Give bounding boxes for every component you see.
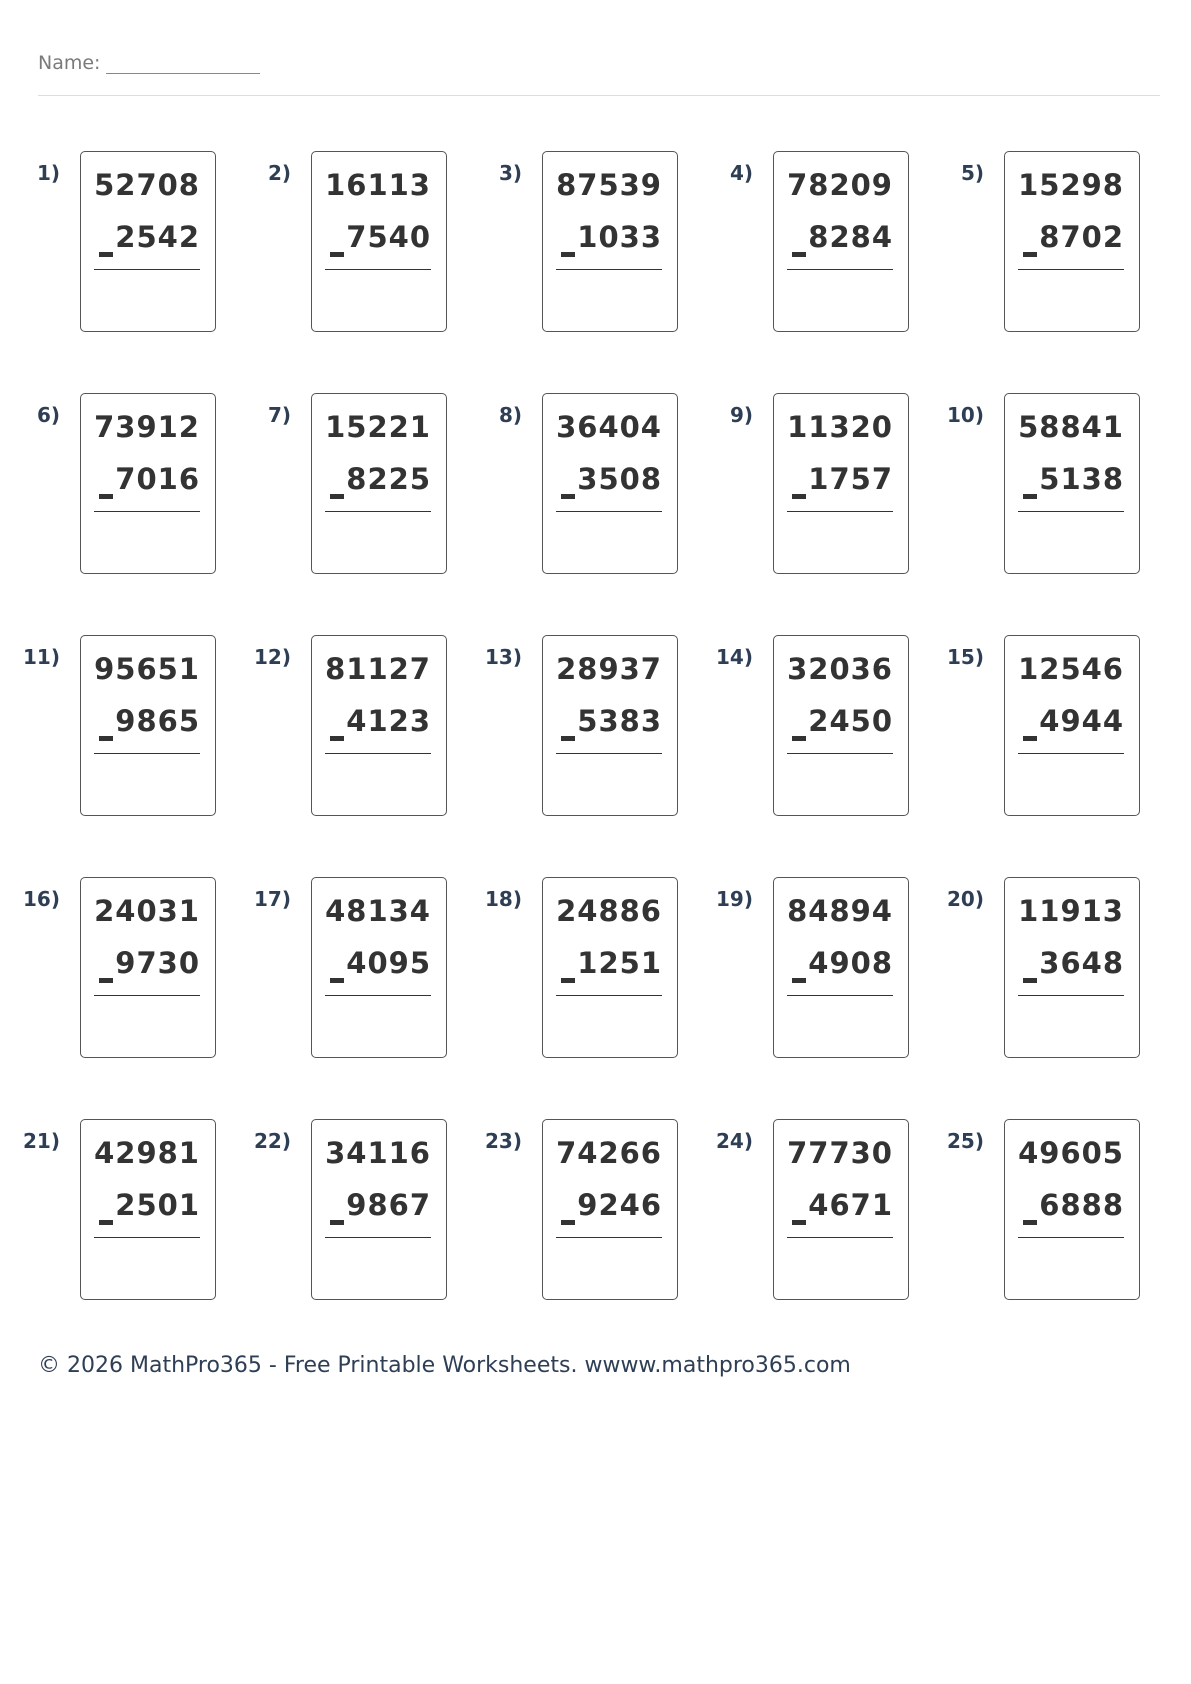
problem-box: [311, 151, 447, 332]
problem-card: [462, 869, 662, 1051]
minus-sign-icon: [99, 1220, 113, 1225]
subtrahend: 4123: [346, 704, 431, 738]
problem-box: [311, 635, 447, 816]
problem-number: 17): [254, 887, 291, 911]
minuend: 74266: [556, 1136, 662, 1170]
answer-line: [94, 511, 200, 512]
answer-line: [94, 995, 200, 996]
subtrahend: 4944: [1039, 704, 1124, 738]
answer-line: [325, 511, 431, 512]
problem-card: [924, 627, 1124, 809]
subtrahend: 4095: [346, 946, 431, 980]
subtrahend: 2542: [115, 220, 200, 254]
minuend: 16113: [325, 168, 431, 202]
subtrahend: 9865: [115, 704, 200, 738]
subtrahend: 4908: [808, 946, 893, 980]
minus-sign-icon: [1023, 978, 1037, 983]
problem-card: [693, 385, 893, 567]
minus-sign-icon: [561, 1220, 575, 1225]
problem-card: [462, 1111, 662, 1293]
problem-card: [693, 143, 893, 325]
answer-line: [1018, 753, 1124, 754]
problem-box: [1004, 151, 1140, 332]
name-label: Name:: [38, 52, 101, 74]
minuend: 58841: [1018, 410, 1124, 444]
problem-number: 13): [485, 645, 522, 669]
minuend: 48134: [325, 894, 431, 928]
minus-sign-icon: [792, 978, 806, 983]
problem-number: 19): [716, 887, 753, 911]
problem-card: [462, 627, 662, 809]
minuend: 78209: [787, 168, 893, 202]
problem-box: [773, 393, 909, 574]
minuend: 52708: [94, 168, 200, 202]
footer-copyright: © 2026 MathPro365 - Free Printable Worksheets. wwww.mathpro365.com: [38, 1353, 851, 1378]
minuend: 73912: [94, 410, 200, 444]
problem-box: [80, 635, 216, 816]
problem-number: 9): [729, 403, 753, 427]
minus-sign-icon: [99, 494, 113, 499]
problem-box: [773, 635, 909, 816]
answer-line: [556, 995, 662, 996]
problem-card: [462, 385, 662, 567]
problem-card: [231, 143, 431, 325]
problem-number: 4): [729, 161, 753, 185]
answer-line: [1018, 269, 1124, 270]
problem-number: 5): [960, 161, 984, 185]
subtrahend: 9730: [115, 946, 200, 980]
problem-box: [1004, 1119, 1140, 1300]
subtrahend: 8225: [346, 462, 431, 496]
subtrahend: 2450: [808, 704, 893, 738]
minuend: 24886: [556, 894, 662, 928]
minuend: 81127: [325, 652, 431, 686]
minus-sign-icon: [792, 494, 806, 499]
minus-sign-icon: [561, 252, 575, 257]
problem-card: [231, 385, 431, 567]
problem-card: [924, 869, 1124, 1051]
problem-number: 3): [498, 161, 522, 185]
minuend: 36404: [556, 410, 662, 444]
subtrahend: 8702: [1039, 220, 1124, 254]
problem-box: [542, 877, 678, 1058]
subtrahend: 5383: [577, 704, 662, 738]
problem-number: 14): [716, 645, 753, 669]
minus-sign-icon: [99, 736, 113, 741]
problem-box: [1004, 393, 1140, 574]
problem-box: [773, 151, 909, 332]
problem-number: 1): [36, 161, 60, 185]
answer-line: [325, 269, 431, 270]
answer-line: [556, 269, 662, 270]
problem-card: [924, 143, 1124, 325]
subtrahend: 9867: [346, 1188, 431, 1222]
minuend: 34116: [325, 1136, 431, 1170]
problem-number: 11): [23, 645, 60, 669]
answer-line: [1018, 1237, 1124, 1238]
minuend: 84894: [787, 894, 893, 928]
problem-card: [0, 143, 200, 325]
problem-card: [0, 1111, 200, 1293]
problem-number: 7): [267, 403, 291, 427]
answer-line: [556, 1237, 662, 1238]
subtrahend: 9246: [577, 1188, 662, 1222]
problem-number: 18): [485, 887, 522, 911]
minuend: 12546: [1018, 652, 1124, 686]
minus-sign-icon: [330, 1220, 344, 1225]
minus-sign-icon: [99, 252, 113, 257]
minuend: 15298: [1018, 168, 1124, 202]
problem-card: [693, 1111, 893, 1293]
problem-box: [542, 635, 678, 816]
subtrahend: 7540: [346, 220, 431, 254]
problem-box: [80, 393, 216, 574]
answer-line: [1018, 511, 1124, 512]
problem-number: 10): [947, 403, 984, 427]
subtrahend: 2501: [115, 1188, 200, 1222]
problem-card: [231, 627, 431, 809]
answer-line: [325, 753, 431, 754]
problem-box: [1004, 635, 1140, 816]
problem-card: [0, 627, 200, 809]
minuend: 87539: [556, 168, 662, 202]
problem-card: [462, 143, 662, 325]
minuend: 49605: [1018, 1136, 1124, 1170]
minuend: 77730: [787, 1136, 893, 1170]
problem-box: [542, 1119, 678, 1300]
problem-card: [924, 385, 1124, 567]
problem-number: 24): [716, 1129, 753, 1153]
subtrahend: 4671: [808, 1188, 893, 1222]
answer-line: [325, 1237, 431, 1238]
subtrahend: 3508: [577, 462, 662, 496]
minuend: 95651: [94, 652, 200, 686]
answer-line: [556, 753, 662, 754]
problem-box: [773, 877, 909, 1058]
problem-box: [80, 1119, 216, 1300]
problem-card: [0, 869, 200, 1051]
problem-number: 20): [947, 887, 984, 911]
problem-card: [693, 869, 893, 1051]
problem-box: [80, 151, 216, 332]
answer-line: [325, 995, 431, 996]
problem-number: 21): [23, 1129, 60, 1153]
answer-line: [787, 1237, 893, 1238]
minuend: 24031: [94, 894, 200, 928]
problem-number: 6): [36, 403, 60, 427]
problem-card: [231, 1111, 431, 1293]
minuend: 42981: [94, 1136, 200, 1170]
problem-card: [924, 1111, 1124, 1293]
subtrahend: 5138: [1039, 462, 1124, 496]
minus-sign-icon: [792, 252, 806, 257]
answer-line: [787, 269, 893, 270]
minus-sign-icon: [561, 736, 575, 741]
minuend: 11320: [787, 410, 893, 444]
minuend: 32036: [787, 652, 893, 686]
minus-sign-icon: [561, 494, 575, 499]
subtrahend: 6888: [1039, 1188, 1124, 1222]
answer-line: [787, 511, 893, 512]
problem-box: [311, 877, 447, 1058]
subtrahend: 3648: [1039, 946, 1124, 980]
answer-line: [787, 753, 893, 754]
problem-box: [542, 393, 678, 574]
subtrahend: 1251: [577, 946, 662, 980]
answer-line: [787, 995, 893, 996]
problem-box: [773, 1119, 909, 1300]
minus-sign-icon: [1023, 252, 1037, 257]
problem-number: 2): [267, 161, 291, 185]
problem-number: 8): [498, 403, 522, 427]
answer-line: [94, 269, 200, 270]
answer-line: [1018, 995, 1124, 996]
answer-line: [94, 753, 200, 754]
problem-box: [1004, 877, 1140, 1058]
problem-box: [542, 151, 678, 332]
answer-line: [94, 1237, 200, 1238]
problem-number: 15): [947, 645, 984, 669]
problem-number: 23): [485, 1129, 522, 1153]
subtrahend: 1033: [577, 220, 662, 254]
problem-box: [311, 393, 447, 574]
minuend: 28937: [556, 652, 662, 686]
answer-line: [556, 511, 662, 512]
minuend: 11913: [1018, 894, 1124, 928]
minus-sign-icon: [792, 736, 806, 741]
minus-sign-icon: [792, 1220, 806, 1225]
problem-number: 22): [254, 1129, 291, 1153]
minus-sign-icon: [330, 978, 344, 983]
minus-sign-icon: [330, 252, 344, 257]
minuend: 15221: [325, 410, 431, 444]
minus-sign-icon: [1023, 736, 1037, 741]
minus-sign-icon: [99, 978, 113, 983]
minus-sign-icon: [1023, 494, 1037, 499]
problem-number: 16): [23, 887, 60, 911]
problem-card: [231, 869, 431, 1051]
problem-card: [693, 627, 893, 809]
problem-box: [311, 1119, 447, 1300]
problem-card: [0, 385, 200, 567]
subtrahend: 7016: [115, 462, 200, 496]
minus-sign-icon: [1023, 1220, 1037, 1225]
minus-sign-icon: [330, 736, 344, 741]
minus-sign-icon: [561, 978, 575, 983]
subtrahend: 8284: [808, 220, 893, 254]
problem-number: 12): [254, 645, 291, 669]
minus-sign-icon: [330, 494, 344, 499]
problem-box: [80, 877, 216, 1058]
problem-number: 25): [947, 1129, 984, 1153]
subtrahend: 1757: [808, 462, 893, 496]
